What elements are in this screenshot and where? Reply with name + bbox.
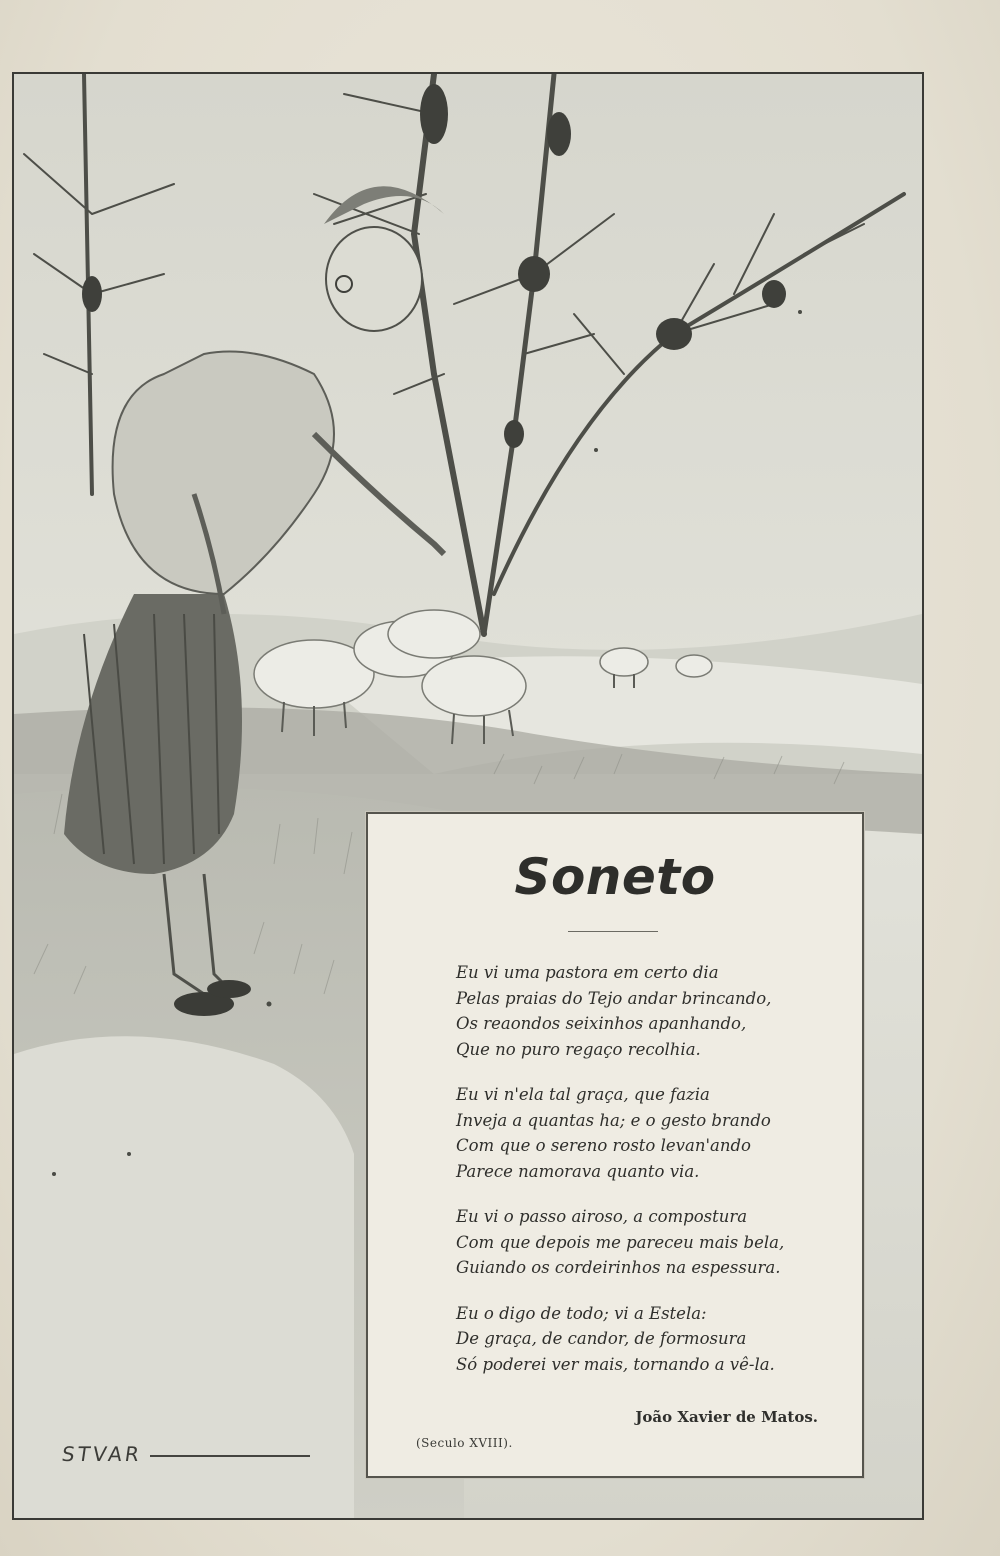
- verse-line: Eu o digo de todo; vi a Estela:: [456, 1303, 707, 1323]
- stanza: [456, 1082, 846, 1184]
- verse-line: Eu vi n'ela tal graça, que fazia: [456, 1085, 710, 1104]
- verse-line: De graça, de candor, de formosura: [456, 1329, 747, 1348]
- verse-line: Eu vi uma pastora em certo dia: [456, 963, 719, 982]
- verse-line: Parece namorava quanto via.: [456, 1161, 700, 1181]
- illustration-plate: [12, 72, 924, 1520]
- verse-line: Eu vi o passo airoso, a compostura: [456, 1207, 748, 1226]
- verse-line: Os reaondos seixinhos apanhando,: [456, 1014, 747, 1033]
- poem-author: João Xavier de Matos.: [635, 1408, 818, 1426]
- verse-line: Guiando os cordeirinhos na espessura.: [456, 1258, 781, 1277]
- signature-underline: [150, 1455, 310, 1457]
- poem-panel: [366, 812, 864, 1478]
- stanza: [456, 960, 846, 1062]
- poem-century: (Seculo XVIII).: [416, 1436, 513, 1450]
- stanza: [456, 1301, 846, 1378]
- poem-stanzas: [456, 960, 846, 1397]
- verse-line: Com que o sereno rosto levan'ando: [456, 1136, 751, 1155]
- verse-line: Inveja a quantas ha; e o gesto brando: [456, 1110, 771, 1130]
- verse-line: Com que depois me pareceu mais bela,: [456, 1232, 785, 1252]
- artist-signature: STVAR: [60, 1442, 144, 1466]
- verse-line: Que no puro regaço recolhia.: [456, 1039, 701, 1059]
- title-divider: [568, 931, 658, 932]
- poem-title: Soneto: [514, 848, 716, 906]
- verse-line: Pelas praias do Tejo andar brincando,: [456, 988, 772, 1008]
- verse-line: Só poderei ver mais, tornando a vê-la.: [456, 1354, 775, 1374]
- stanza: [456, 1204, 846, 1281]
